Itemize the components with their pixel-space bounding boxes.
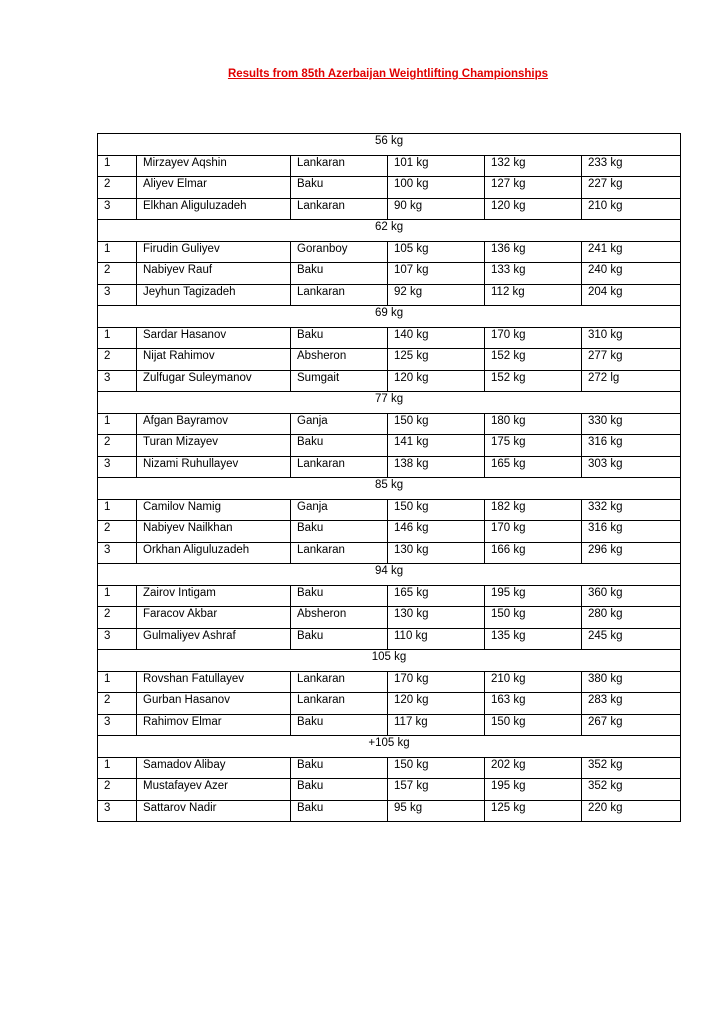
total-cell: 380 kg [582,671,681,693]
clean-jerk-cell: 202 kg [485,757,582,779]
weight-category-row [98,736,681,758]
clean-jerk-cell: 136 kg [485,241,582,263]
city-cell: Baku [291,757,388,779]
clean-jerk-cell: 150 kg [485,714,582,736]
athlete-name-cell: Gurban Hasanov [137,693,291,715]
place-cell: 2 [98,349,137,371]
table-row [98,714,681,736]
snatch-cell: 150 kg [388,413,485,435]
snatch-cell: 146 kg [388,521,485,543]
athlete-name-cell: Nijat Rahimov [137,349,291,371]
city-cell: Lankaran [291,155,388,177]
total-cell: 277 kg [582,349,681,371]
table-row [98,370,681,392]
total-cell: 352 kg [582,779,681,801]
total-cell: 316 kg [582,521,681,543]
athlete-name-cell: Camilov Namig [137,499,291,521]
clean-jerk-cell: 166 kg [485,542,582,564]
total-cell: 233 kg [582,155,681,177]
city-cell: Baku [291,779,388,801]
snatch-cell: 100 kg [388,177,485,199]
snatch-cell: 90 kg [388,198,485,220]
table-row [98,693,681,715]
place-cell: 3 [98,284,137,306]
clean-jerk-cell: 182 kg [485,499,582,521]
table-row [98,499,681,521]
clean-jerk-cell: 112 kg [485,284,582,306]
city-cell: Lankaran [291,542,388,564]
athlete-name-cell: Rahimov Elmar [137,714,291,736]
weight-category-label: 69 kg [98,306,681,328]
city-cell: Baku [291,177,388,199]
clean-jerk-cell: 132 kg [485,155,582,177]
place-cell: 3 [98,800,137,822]
city-cell: Lankaran [291,284,388,306]
clean-jerk-cell: 170 kg [485,521,582,543]
weight-category-row [98,478,681,500]
total-cell: 283 kg [582,693,681,715]
snatch-cell: 101 kg [388,155,485,177]
total-cell: 245 kg [582,628,681,650]
place-cell: 2 [98,607,137,629]
table-row [98,585,681,607]
snatch-cell: 150 kg [388,757,485,779]
city-cell: Lankaran [291,671,388,693]
total-cell: 267 kg [582,714,681,736]
total-cell: 303 kg [582,456,681,478]
snatch-cell: 130 kg [388,607,485,629]
weight-category-label: 85 kg [98,478,681,500]
place-cell: 1 [98,585,137,607]
athlete-name-cell: Zulfugar Suleymanov [137,370,291,392]
total-cell: 310 kg [582,327,681,349]
clean-jerk-cell: 152 kg [485,370,582,392]
place-cell: 2 [98,521,137,543]
weight-category-label: 94 kg [98,564,681,586]
table-row [98,198,681,220]
snatch-cell: 120 kg [388,693,485,715]
city-cell: Absheron [291,349,388,371]
snatch-cell: 107 kg [388,263,485,285]
table-row [98,177,681,199]
clean-jerk-cell: 152 kg [485,349,582,371]
table-row [98,241,681,263]
total-cell: 241 kg [582,241,681,263]
place-cell: 2 [98,779,137,801]
place-cell: 1 [98,499,137,521]
clean-jerk-cell: 120 kg [485,198,582,220]
place-cell: 3 [98,628,137,650]
total-cell: 360 kg [582,585,681,607]
snatch-cell: 92 kg [388,284,485,306]
results-table [97,133,681,822]
city-cell: Baku [291,263,388,285]
snatch-cell: 157 kg [388,779,485,801]
table-row [98,628,681,650]
place-cell: 1 [98,327,137,349]
weight-category-row [98,392,681,414]
clean-jerk-cell: 175 kg [485,435,582,457]
athlete-name-cell: Aliyev Elmar [137,177,291,199]
table-row [98,456,681,478]
athlete-name-cell: Firudin Guliyev [137,241,291,263]
city-cell: Baku [291,327,388,349]
clean-jerk-cell: 125 kg [485,800,582,822]
clean-jerk-cell: 170 kg [485,327,582,349]
city-cell: Baku [291,800,388,822]
total-cell: 220 kg [582,800,681,822]
athlete-name-cell: Zairov Intigam [137,585,291,607]
athlete-name-cell: Elkhan Aliguluzadeh [137,198,291,220]
athlete-name-cell: Sardar Hasanov [137,327,291,349]
snatch-cell: 120 kg [388,370,485,392]
clean-jerk-cell: 150 kg [485,607,582,629]
athlete-name-cell: Gulmaliyev Ashraf [137,628,291,650]
clean-jerk-cell: 195 kg [485,585,582,607]
snatch-cell: 95 kg [388,800,485,822]
weight-category-row [98,220,681,242]
snatch-cell: 150 kg [388,499,485,521]
clean-jerk-cell: 165 kg [485,456,582,478]
city-cell: Ganja [291,499,388,521]
weight-category-label: 56 kg [98,134,681,156]
table-row [98,607,681,629]
city-cell: Baku [291,585,388,607]
snatch-cell: 165 kg [388,585,485,607]
weight-category-label: +105 kg [98,736,681,758]
clean-jerk-cell: 127 kg [485,177,582,199]
total-cell: 330 kg [582,413,681,435]
results-table-body [98,134,681,822]
snatch-cell: 140 kg [388,327,485,349]
city-cell: Lankaran [291,693,388,715]
table-row [98,779,681,801]
page-title: Results from 85th Azerbaijan Weightlifting Championships [227,68,549,80]
total-cell: 352 kg [582,757,681,779]
total-cell: 227 kg [582,177,681,199]
athlete-name-cell: Faracov Akbar [137,607,291,629]
place-cell: 1 [98,671,137,693]
table-row [98,757,681,779]
athlete-name-cell: Afgan Bayramov [137,413,291,435]
total-cell: 272 lg [582,370,681,392]
table-row [98,800,681,822]
snatch-cell: 125 kg [388,349,485,371]
weight-category-label: 105 kg [98,650,681,672]
table-row [98,413,681,435]
table-row [98,435,681,457]
place-cell: 1 [98,413,137,435]
city-cell: Baku [291,714,388,736]
total-cell: 240 kg [582,263,681,285]
total-cell: 204 kg [582,284,681,306]
clean-jerk-cell: 163 kg [485,693,582,715]
total-cell: 332 kg [582,499,681,521]
city-cell: Lankaran [291,198,388,220]
weight-category-label: 77 kg [98,392,681,414]
place-cell: 2 [98,693,137,715]
city-cell: Goranboy [291,241,388,263]
athlete-name-cell: Orkhan Aliguluzadeh [137,542,291,564]
table-row [98,521,681,543]
city-cell: Baku [291,435,388,457]
snatch-cell: 110 kg [388,628,485,650]
athlete-name-cell: Turan Mizayev [137,435,291,457]
athlete-name-cell: Jeyhun Tagizadeh [137,284,291,306]
city-cell: Absheron [291,607,388,629]
snatch-cell: 105 kg [388,241,485,263]
snatch-cell: 141 kg [388,435,485,457]
place-cell: 1 [98,155,137,177]
total-cell: 210 kg [582,198,681,220]
place-cell: 1 [98,757,137,779]
athlete-name-cell: Mustafayev Azer [137,779,291,801]
total-cell: 316 kg [582,435,681,457]
place-cell: 1 [98,241,137,263]
athlete-name-cell: Nabiyev Nailkhan [137,521,291,543]
city-cell: Baku [291,628,388,650]
snatch-cell: 170 kg [388,671,485,693]
weight-category-label: 62 kg [98,220,681,242]
table-row [98,155,681,177]
athlete-name-cell: Nabiyev Rauf [137,263,291,285]
athlete-name-cell: Nizami Ruhullayev [137,456,291,478]
place-cell: 2 [98,435,137,457]
athlete-name-cell: Rovshan Fatullayev [137,671,291,693]
weight-category-row [98,650,681,672]
place-cell: 3 [98,198,137,220]
place-cell: 2 [98,177,137,199]
place-cell: 3 [98,370,137,392]
athlete-name-cell: Samadov Alibay [137,757,291,779]
snatch-cell: 138 kg [388,456,485,478]
city-cell: Sumgait [291,370,388,392]
total-cell: 280 kg [582,607,681,629]
snatch-cell: 130 kg [388,542,485,564]
place-cell: 3 [98,456,137,478]
city-cell: Lankaran [291,456,388,478]
table-row [98,542,681,564]
weight-category-row [98,564,681,586]
weight-category-row [98,134,681,156]
table-row [98,263,681,285]
table-row [98,327,681,349]
city-cell: Baku [291,521,388,543]
table-row [98,671,681,693]
clean-jerk-cell: 210 kg [485,671,582,693]
clean-jerk-cell: 195 kg [485,779,582,801]
table-row [98,349,681,371]
athlete-name-cell: Sattarov Nadir [137,800,291,822]
snatch-cell: 117 kg [388,714,485,736]
weight-category-row [98,306,681,328]
city-cell: Ganja [291,413,388,435]
clean-jerk-cell: 133 kg [485,263,582,285]
total-cell: 296 kg [582,542,681,564]
place-cell: 3 [98,714,137,736]
table-row [98,284,681,306]
clean-jerk-cell: 180 kg [485,413,582,435]
place-cell: 3 [98,542,137,564]
athlete-name-cell: Mirzayev Aqshin [137,155,291,177]
clean-jerk-cell: 135 kg [485,628,582,650]
place-cell: 2 [98,263,137,285]
